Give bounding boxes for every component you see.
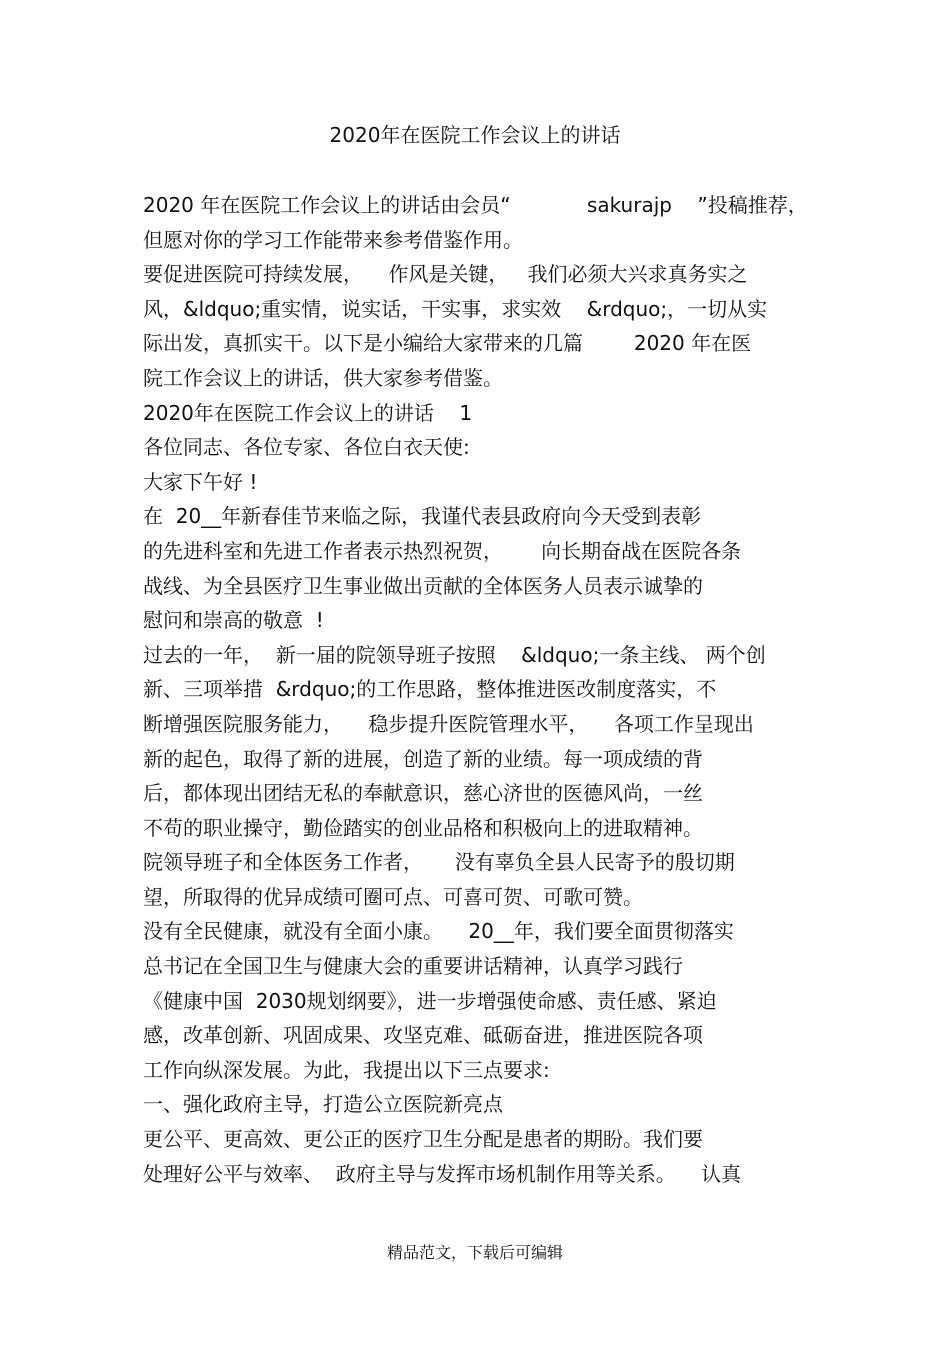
text-line: 风，&ldquo;重实情，说实话，干实事，求实效 &rdquo;，一切从实 [143, 296, 768, 321]
text-line: 处理好公平与效率、 政府主导与发挥市场机制作用等关系。 认真 [143, 1161, 742, 1186]
text-line: 战线、为全县医疗卫生事业做出贡献的全体医务人员表示诚挚的 [143, 573, 703, 598]
text-line: 更公平、更高效、更公正的医疗卫生分配是患者的期盼。我们要 [143, 1127, 703, 1152]
page-title: 2020年在医院工作会议上的讲话 [329, 123, 621, 147]
text-line: 感，改革创新、巩固成果、攻坚克难、砥砺奋进，推进医院各项 [143, 1023, 703, 1048]
text-line: 要促进医院可持续发展， 作风是关键， 我们必须大兴求真务实之 [143, 262, 748, 287]
text-line: 院领导班子和全体医务工作者， 没有辜负全县人民寄予的殷切期 [143, 850, 735, 875]
text-line: 总书记在全国卫生与健康大会的重要讲话精神，认真学习践行 [143, 954, 683, 979]
text-line: 际出发，真抓实干。以下是小编给大家带来的几篇 2020 年在医 [143, 331, 752, 356]
text-line: 在 20__年新春佳节来临之际，我谨代表县政府向今天受到表彰 [143, 504, 702, 529]
text-line: 2020 年在医院工作会议上的讲话由会员“ sakurajp ”投稿推荐， [143, 193, 808, 217]
text-line: 过去的一年， 新一届的院领导班子按照 &ldquo;一条主线、 两个创 [143, 642, 766, 667]
text-line: 新、三项举措 &rdquo;的工作思路，整体推进医改制度落实，不 [143, 677, 717, 702]
section-heading: 2020年在医院工作会议上的讲话 1 [143, 400, 473, 425]
text-line: 的先进科室和先进工作者表示热烈祝贺， 向长期奋战在医院各条 [143, 538, 742, 563]
text-line: 大家下午好 ! [143, 469, 258, 494]
text-line: 不苟的职业操守，勤俭踏实的创业品格和积极向上的进取精神。 [143, 815, 703, 840]
text-line: 新的起色，取得了新的进展，创造了新的业绩。每一项成绩的背 [143, 746, 703, 771]
text-line: 各位同志、各位专家、各位白衣天使: [143, 435, 470, 460]
page-footer: 精品范文，下载后可编辑 [386, 1243, 563, 1262]
text-line: 工作向纵深发展。为此，我提出以下三点要求: [143, 1057, 550, 1082]
text-line: 断增强医院服务能力， 稳步提升医院管理水平， 各项工作呈现出 [143, 711, 754, 736]
text-line: 但愿对你的学习工作能带来参考借鉴作用。 [143, 227, 523, 252]
text-line: 后，都体现出团结无私的奉献意识，慈心济世的医德风尚，一丝 [143, 781, 703, 806]
text-line: 慰问和崇高的敬意 ! [143, 608, 324, 633]
document-body [143, 188, 923, 1191]
text-line: 《健康中国 2030规划纲要》，进一步增强使命感、责任感、紧迫 [143, 988, 717, 1013]
text-line: 望，所取得的优异成绩可圈可点、可喜可贺、可歌可赞。 [143, 884, 643, 909]
text-line: 院工作会议上的讲话，供大家参考借鉴。 [143, 365, 503, 390]
text-line: 没有全民健康，就没有全面小康。 20__年，我们要全面贯彻落实 [143, 919, 734, 944]
section-heading: 一、强化政府主导，打造公立医院新亮点 [143, 1092, 503, 1117]
